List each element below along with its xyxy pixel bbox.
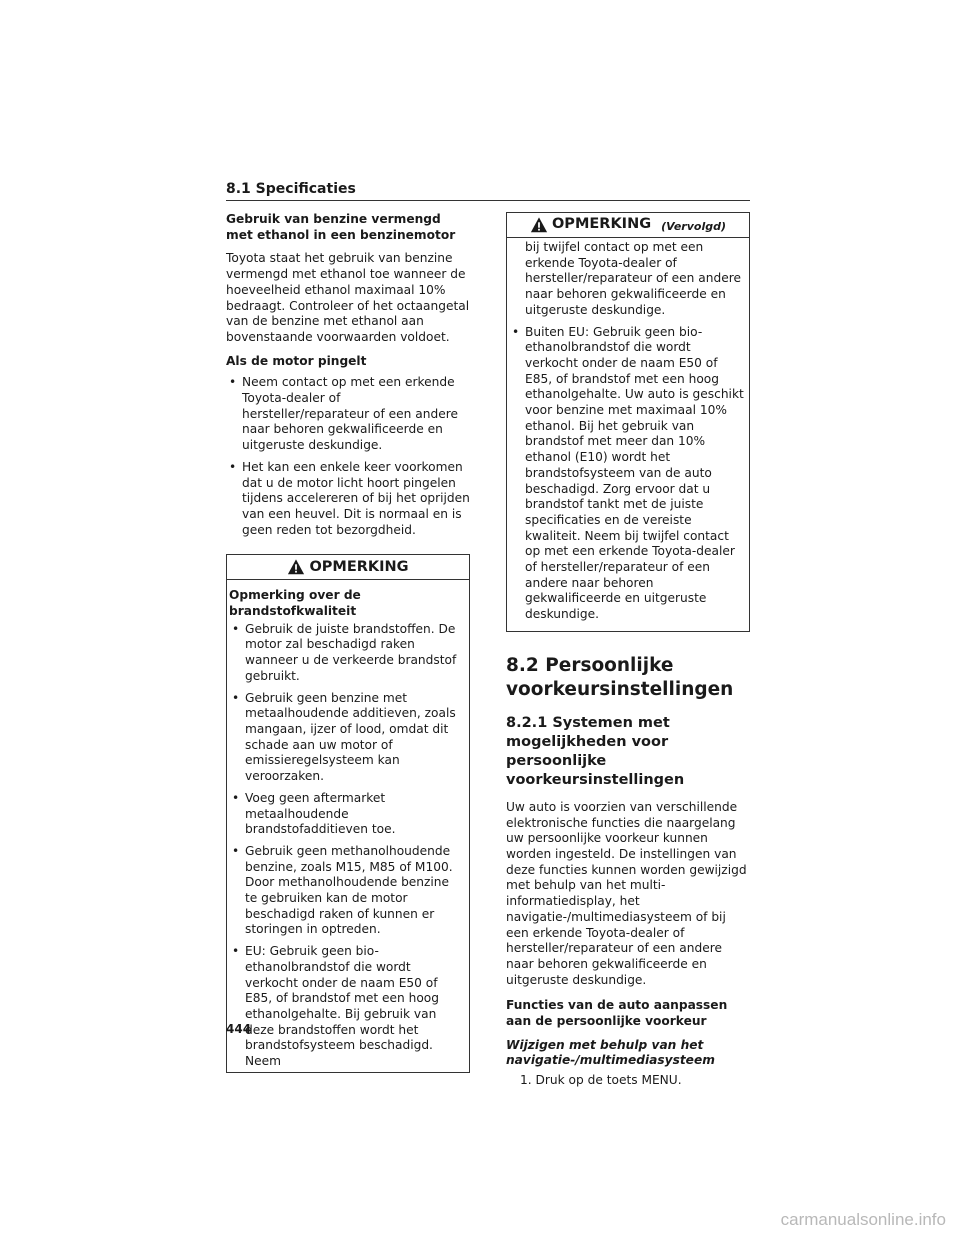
notice-header [227, 555, 469, 580]
ethanol-heading: Gebruik van benzine vermengd met ethanol in een benzinemotor [226, 212, 456, 242]
subsection-heading: 8.2.1 Systemen met mogelijkheden voor persoonlijke voorkeursinstellingen [506, 714, 685, 788]
notice-label: OPMERKING [309, 558, 409, 575]
list-item: • Gebruik geen methanolhoudende benzine, zoals M15, M85 of M100. Door methanolhoudende benzine te gebruiken kan de motor beschadigd raken of kunnen er storingen in optreden. [229, 844, 465, 938]
list-item: • Gebruik geen benzine met metaalhoudende additieven, zoals mangaan, ijzer of lood, omdat dit schade aan uw motor of emissieregelsysteem kan veroorzaken. [229, 691, 465, 785]
warning-icon [287, 558, 305, 576]
functions-heading: Functies van de auto aanpassen aan de persoonlijke voorkeur [506, 998, 728, 1029]
section-header [226, 178, 750, 201]
warning-icon [530, 216, 548, 234]
notice-continuation: bij twijfel contact op met een erkende Toyota-dealer of hersteller/reparateur of een andere naar behoren gekwalificeerde en uitgeruste deskundige. [525, 240, 741, 317]
list-item: • Buiten EU: Gebruik geen bio-ethanolbrandstof die wordt verkocht onder de naam E50 of E85, of brandstof met een hoog ethanolgehalte. Uw auto is geschikt voor benzine met maximaal 10% ethanol. Bij het gebruik van brandstof met meer dan 10% ethanol (E10) wordt het brandstofsysteem van de auto beschadigd. Zorg ervoor dat u brandstof tankt met de juiste specificaties en de vereiste kwaliteit. Neem bij twijfel contact op met een erkende Toyota-dealer of hersteller/reparateur of een andere naar behoren gekwalificeerde en uitgeruste deskundige. [509, 325, 745, 623]
list-item: • Voeg geen aftermarket metaalhoudende brandstofadditieven toe. [229, 791, 465, 838]
right-column [506, 212, 750, 1089]
list-item: • Neem contact op met een erkende Toyota-dealer of hersteller/reparateur of een andere naar behoren gekwalificeerde en uitgeruste deskundige. [226, 375, 470, 454]
section-heading: 8.2 Persoonlijke voorkeursinstellingen [506, 654, 734, 700]
section-title: 8.1 Specificaties [226, 181, 356, 197]
step-item: 1. Druk op de toets MENU. [520, 1073, 682, 1088]
list-item: • Gebruik de juiste brandstoffen. De motor zal beschadigd raken wanneer u de verkeerde brandstof gebruikt. [229, 622, 465, 685]
intro-paragraph: Uw auto is voorzien van verschillende elektronische functies die naargelang uw persoonlijke voorkeur kunnen worden ingesteld. De instellingen van deze functies kunnen worden gewijzigd met behulp van het multi-informatiedisplay, het navigatie-/multimediasysteem of bij een erkende Toyota-dealer of hersteller/reparateur of een andere naar behoren gekwalificeerde en uitgeruste deskundige. [506, 799, 747, 987]
left-column [226, 212, 470, 1073]
navigation-heading: Wijzigen met behulp van het navigatie-/multimediasysteem [506, 1037, 715, 1068]
ethanol-paragraph: Toyota staat het gebruik van benzine vermengd met ethanol toe wanneer de hoeveelheid ethanol maximaal 10% bedraagt. Controleer of het octaangetal van de benzine met ethanol aan bovenstaande voorwaarden voldoet. [226, 251, 470, 344]
list-item: • EU: Gebruik geen bio-ethanolbrandstof die wordt verkocht onder de naam E50 of E85, of brandstof met een hoog ethanolgehalte. Bij gebruik van deze brandstoffen wordt het brandstofsysteem beschadigd. Neem [229, 944, 465, 1070]
notice-list [509, 325, 745, 623]
list-item: • Het kan een enkele keer voorkomen dat u de motor licht hoort pingelen tijdens accelereren of bij het oprijden van een heuvel. Dit is normaal en is geen reden tot bezorgdheid. [226, 460, 470, 539]
notice-box [226, 554, 470, 1072]
notice-box-continued [506, 212, 750, 632]
notice-subheading: Opmerking over de brandstofkwaliteit [229, 588, 361, 619]
page-number: 444 [226, 1022, 252, 1036]
continued-label: (Vervolgd) [661, 220, 727, 234]
watermark: carmanualsonline.info [780, 1210, 946, 1229]
notice-header [507, 213, 749, 238]
notice-list [229, 622, 465, 1070]
pinging-list [226, 375, 470, 538]
pinging-heading: Als de motor pingelt [226, 353, 367, 368]
notice-label: OPMERKING [551, 216, 652, 233]
